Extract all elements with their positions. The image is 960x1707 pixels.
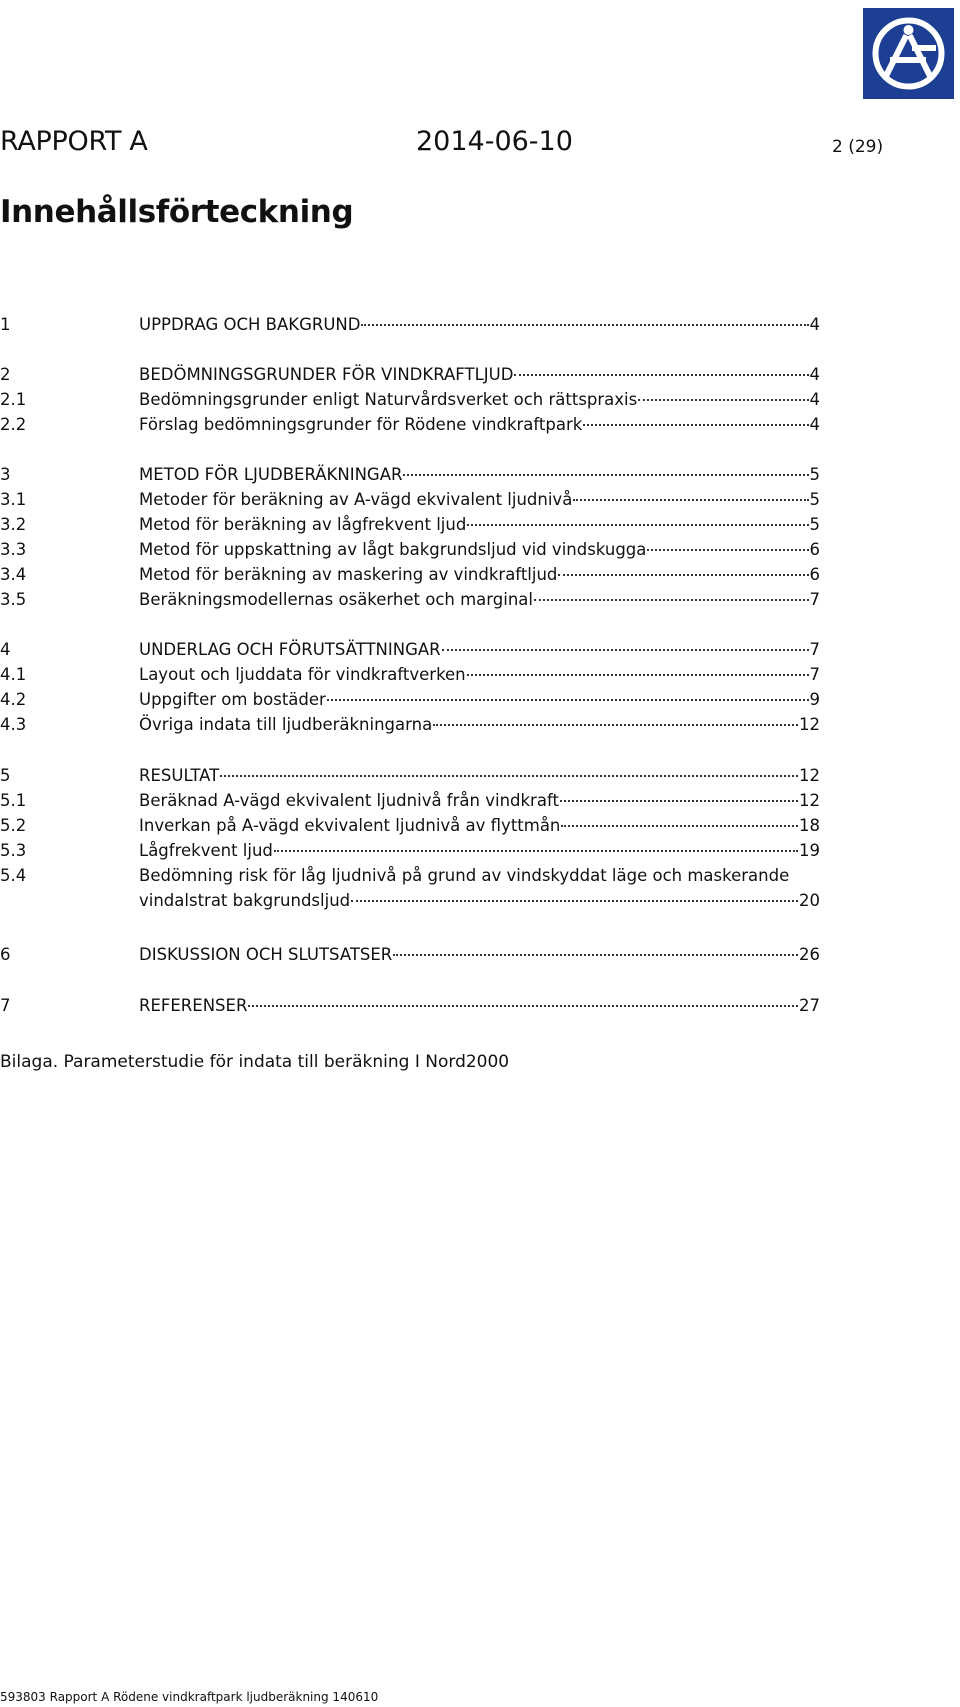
toc-entry-title: Övriga indata till ljudberäkningarna [139,715,433,734]
toc-entry-number: 5 [0,766,11,785]
toc-entry-title: UNDERLAG OCH FÖRUTSÄTTNINGAR [139,640,441,659]
report-date: 2014-06-10 [416,126,573,157]
toc-entry-line [139,995,820,1017]
toc-dot-leader [534,598,808,601]
toc-entry-title-line1: Bedömning risk för låg ljudnivå på grund av vindskyddat läge och maskerande [139,866,790,885]
toc-entry-title: Metod för beräkning av lågfrekvent ljud [139,515,467,534]
toc-entry-number: 3.2 [0,515,27,534]
toc-entry-page: 7 [809,640,820,659]
toc-entry-page: 5 [809,465,820,484]
toc-entry-number: 5.3 [0,841,27,860]
toc-entry-number: 1 [0,315,11,334]
toc-entry-line [139,689,820,711]
toc-entry[interactable] [0,589,820,615]
toc-dot-leader [573,498,808,501]
toc-dot-leader [561,824,798,827]
toc-entry-page: 12 [799,715,820,734]
company-logo [863,8,954,99]
toc-entry-page: 20 [799,891,820,910]
toc-entry-page: 5 [809,515,820,534]
af-logo-icon [863,8,954,99]
toc-entry-line [139,890,820,912]
toc-entry-page: 19 [799,841,820,860]
toc-entry[interactable] [0,689,820,715]
toc-entry-page: 7 [809,590,820,609]
toc-entry-number: 5.1 [0,791,27,810]
toc-entry-page: 12 [799,791,820,810]
toc-entry-page: 4 [809,390,820,409]
toc-entry[interactable] [0,489,820,515]
toc-entry-title: Lågfrekvent ljud [139,841,273,860]
toc-entry-number: 4 [0,640,11,659]
toc-entry[interactable] [0,995,820,1021]
toc-entry-line [139,664,820,686]
toc-entry-number: 3.3 [0,540,27,559]
toc-entry-title: Inverkan på A-vägd ekvivalent ljudnivå av flyttmån [139,816,561,835]
toc-dot-leader [583,423,808,426]
toc-entry[interactable] [0,765,820,791]
toc-entry-line [139,414,820,436]
toc-entry-line [139,815,820,837]
toc-entry[interactable] [0,865,820,915]
toc-dot-leader [433,723,798,726]
toc-entry[interactable] [0,714,820,740]
toc-entry-title: Metod för beräkning av maskering av vindkraftljud [139,565,558,584]
toc-dot-leader [558,573,808,576]
toc-entry-page: 12 [799,766,820,785]
toc-entry[interactable] [0,539,820,565]
toc-entry-page: 4 [809,415,820,434]
toc-entry-number: 2.2 [0,415,27,434]
toc-entry-line [139,790,820,812]
toc-entry[interactable] [0,414,820,440]
toc-entry-title: Uppgifter om bostäder [139,690,326,709]
toc-entry-line [139,765,820,787]
toc-entry[interactable] [0,564,820,590]
toc-entry-page: 27 [799,996,820,1015]
toc-entry-title: DISKUSSION OCH SLUTSATSER [139,945,393,964]
toc-dot-leader [403,473,808,476]
toc-entry-number: 4.3 [0,715,27,734]
toc-dot-leader [638,398,808,401]
appendix-entry: Bilaga. Parameterstudie för indata till beräkning I Nord2000 [0,1052,510,1072]
toc-entry-number: 3.1 [0,490,27,509]
toc-entry-number: 3.4 [0,565,27,584]
toc-entry[interactable] [0,314,820,340]
toc-entry-title: Metod för uppskattning av lågt bakgrundsljud vid vindskugga [139,540,647,559]
toc-entry-page: 5 [809,490,820,509]
toc-entry-number: 3 [0,465,11,484]
toc-entry-title: Beräknad A-vägd ekvivalent ljudnivå från vindkraft [139,791,559,810]
toc-entry-number: 5.4 [0,866,27,885]
page-footer: 593803 Rapport A Rödene vindkraftpark ljudberäkning 140610 [0,1690,379,1704]
toc-entry-title: REFERENSER [139,996,248,1015]
toc-entry-page: 4 [809,315,820,334]
toc-entry[interactable] [0,389,820,415]
toc-entry-number: 3.5 [0,590,27,609]
toc-dot-leader [220,774,798,777]
toc-entry-number: 2.1 [0,390,27,409]
toc-entry[interactable] [0,840,820,866]
toc-dot-leader [351,899,798,902]
toc-entry-number: 7 [0,996,11,1015]
toc-entry-number: 6 [0,945,11,964]
toc-entry-page: 6 [809,565,820,584]
toc-entry-title: BEDÖMNINGSGRUNDER FÖR VINDKRAFTLJUD [139,365,514,384]
toc-entry-title: UPPDRAG OCH BAKGRUND [139,315,361,334]
toc-entry[interactable] [0,639,820,665]
toc-dot-leader [274,849,798,852]
toc-dot-leader [361,323,808,326]
toc-entry-line [139,639,820,661]
toc-entry-line [139,944,820,966]
toc-entry-title: Metoder för beräkning av A-vägd ekvivalent ljudnivå [139,490,573,509]
toc-dot-leader [467,673,809,676]
toc-entry-line [139,564,820,586]
toc-entry-title: RESULTAT [139,766,220,785]
toc-heading: Innehållsförteckning [0,194,354,230]
toc-entry-number: 2 [0,365,11,384]
toc-entry[interactable] [0,944,820,970]
toc-entry[interactable] [0,815,820,841]
toc-dot-leader [514,373,808,376]
toc-entry-line [139,464,820,486]
toc-entry-line [139,539,820,561]
toc-entry[interactable] [0,364,820,390]
toc-entry-line [139,314,820,336]
toc-entry-line [139,364,820,386]
toc-entry-title: vindalstrat bakgrundsljud [139,891,351,910]
toc-entry-line [139,514,820,536]
toc-dot-leader [467,523,808,526]
toc-dot-leader [647,548,808,551]
toc-entry[interactable] [0,790,820,816]
toc-dot-leader [560,799,798,802]
toc-entry-title: METOD FÖR LJUDBERÄKNINGAR [139,465,403,484]
toc-entry-number: 4.2 [0,690,27,709]
toc-dot-leader [442,648,809,651]
toc-entry-number: 4.1 [0,665,27,684]
toc-entry-page: 6 [809,540,820,559]
toc-entry-title: Förslag bedömningsgrunder för Rödene vindkraftpark [139,415,583,434]
toc-entry-page: 7 [809,665,820,684]
toc-entry-title: Layout och ljuddata för vindkraftverken [139,665,466,684]
toc-entry-page: 9 [809,690,820,709]
toc-entry-page: 18 [799,816,820,835]
toc-dot-leader [248,1004,798,1007]
toc-entry[interactable] [0,514,820,540]
report-header [0,126,900,166]
toc-entry-number: 5.2 [0,816,27,835]
toc-dot-leader [393,953,798,956]
toc-entry-line [139,840,820,862]
toc-entry-page: 4 [809,365,820,384]
toc-entry-line [139,389,820,411]
toc-entry-line [139,489,820,511]
toc-entry-page: 26 [799,945,820,964]
toc-entry-title: Bedömningsgrunder enligt Naturvårdsverket och rättspraxis [139,390,638,409]
toc-entry-line [139,714,820,736]
page-number: 2 (29) [832,137,884,157]
toc-entry[interactable] [0,664,820,690]
toc-entry[interactable] [0,464,820,490]
report-title: RAPPORT A [0,126,148,157]
toc-entry-title: Beräkningsmodellernas osäkerhet och marginal [139,590,534,609]
toc-dot-leader [327,698,809,701]
toc-entry-line [139,589,820,611]
